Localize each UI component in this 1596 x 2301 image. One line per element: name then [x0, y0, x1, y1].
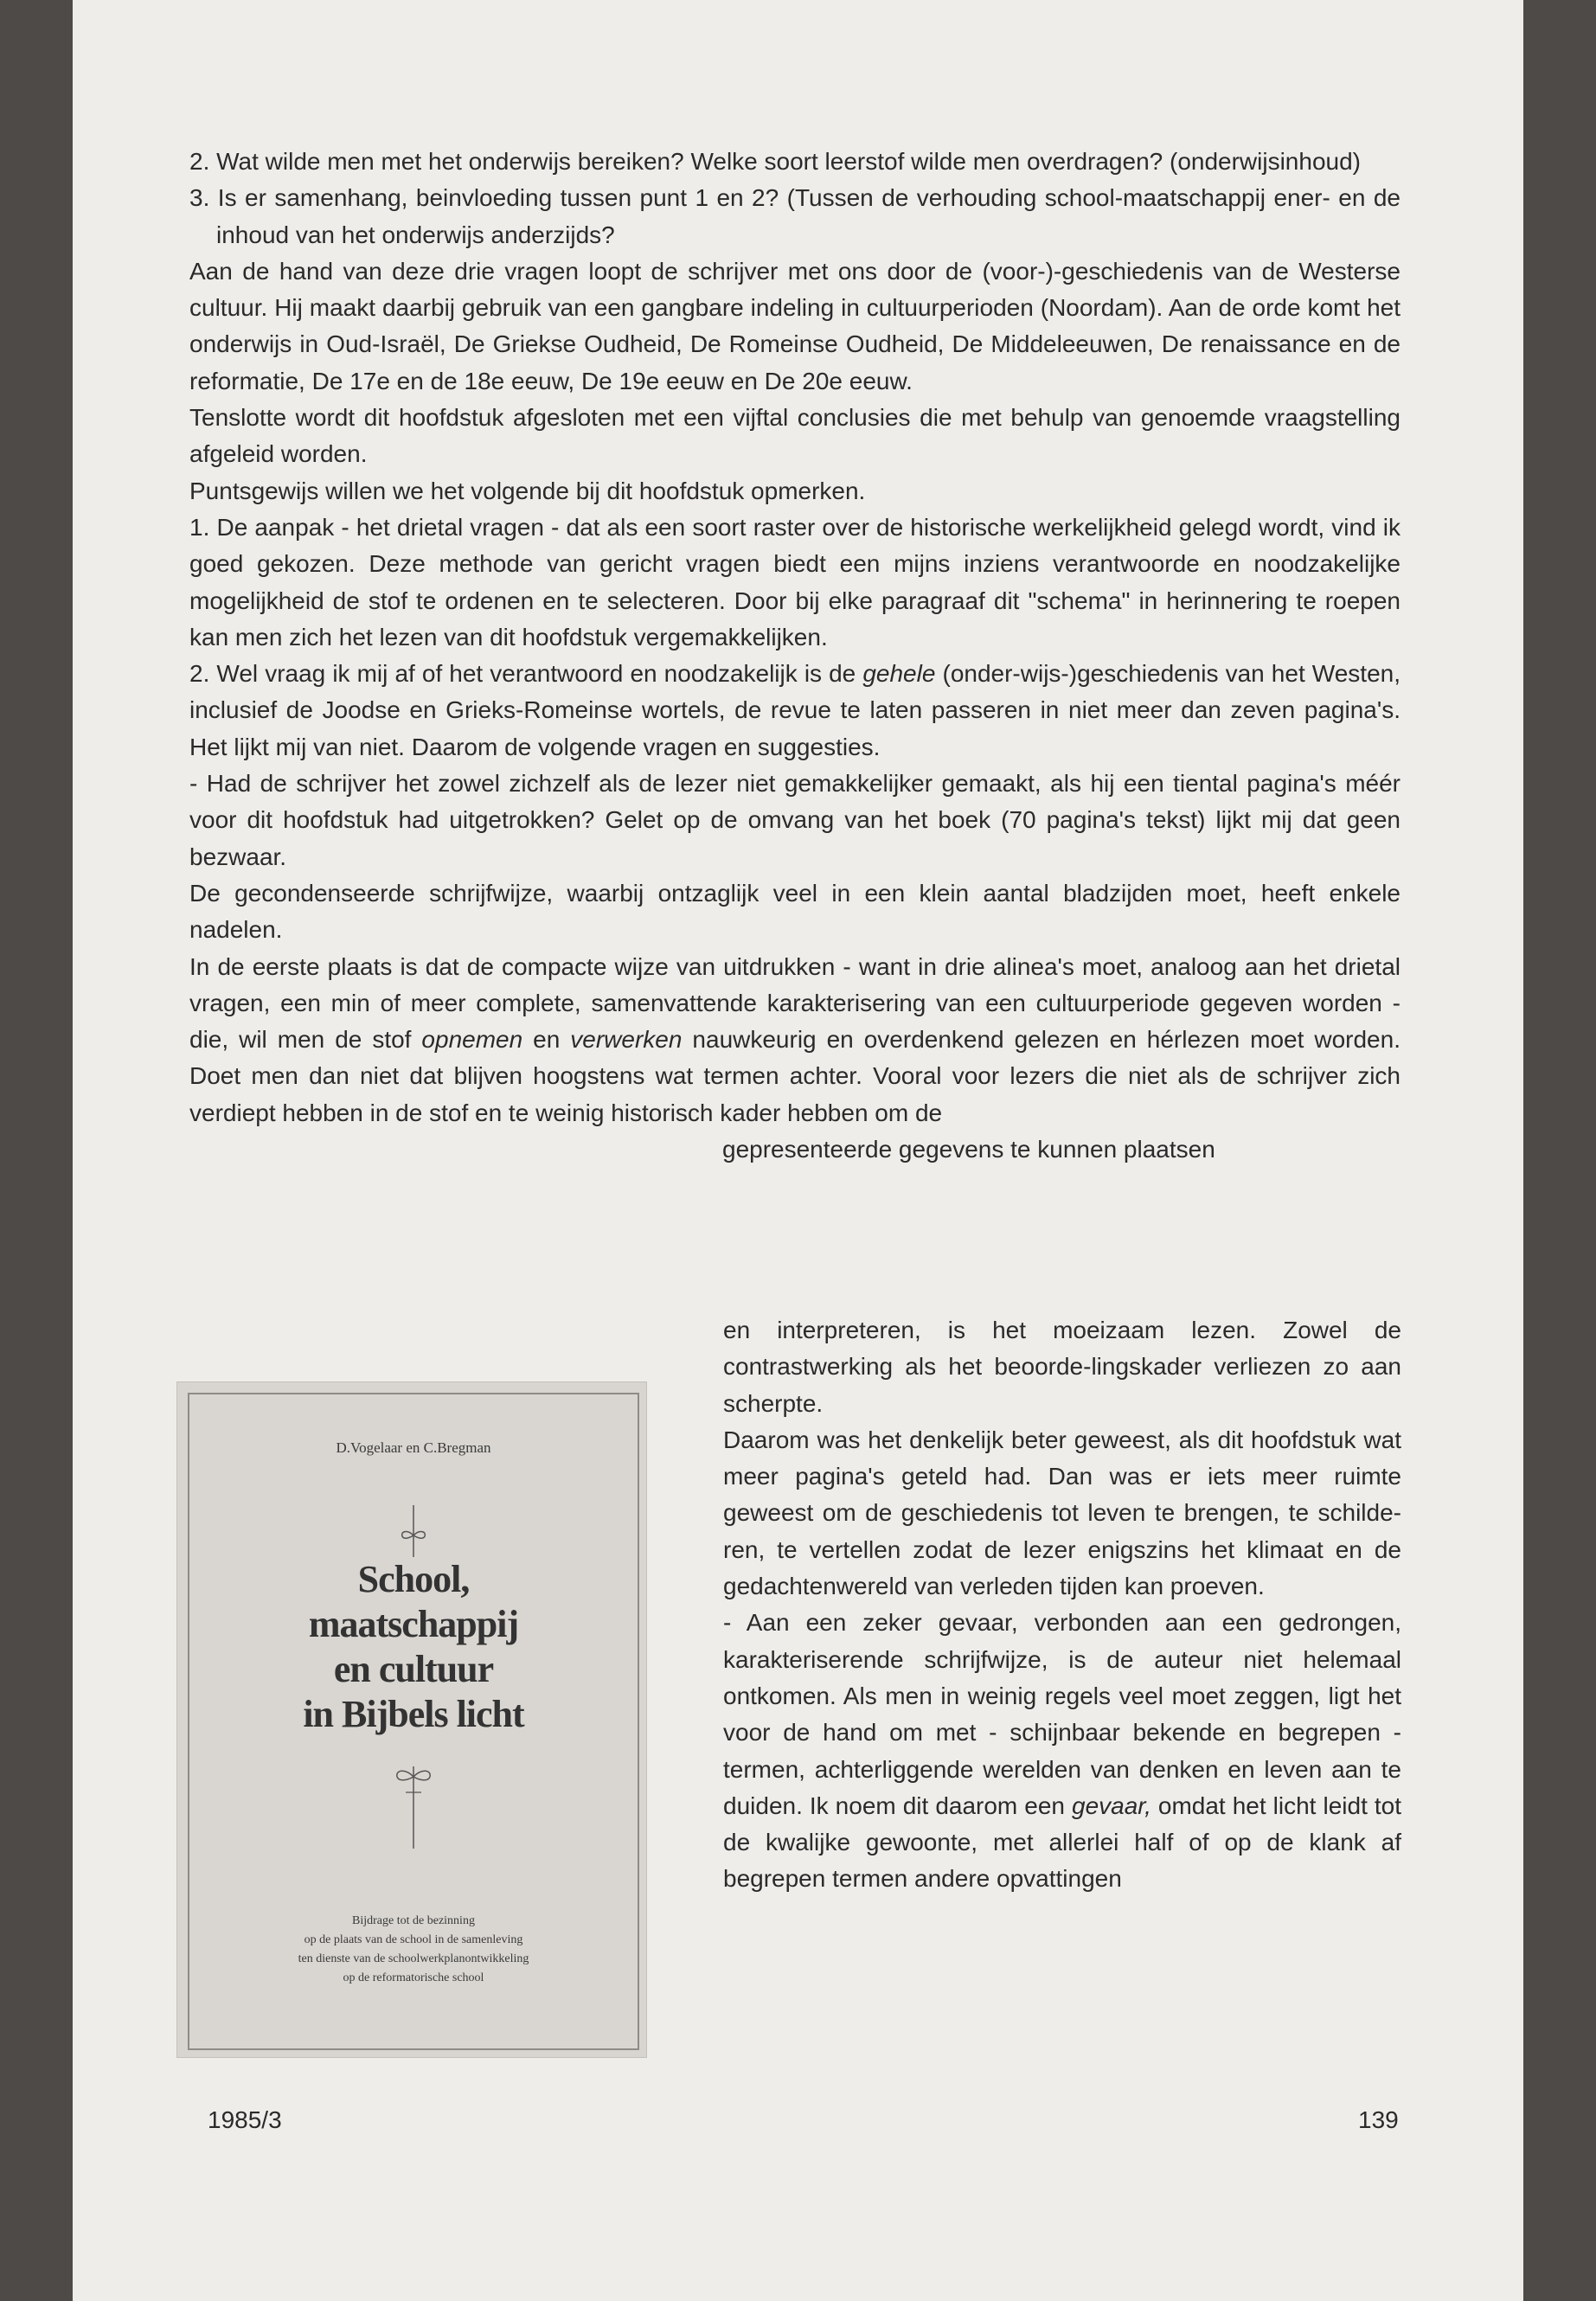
book-cover: [188, 1393, 639, 2050]
page-number: 139: [1358, 2106, 1399, 2133]
text-run: en: [522, 1026, 571, 1054]
paragraph: Daarom was het denkelijk beter geweest, als dit hoofdstuk wat meer pagina's geteld had. Dan was er iets meer ruimte geweest om de geschiedenis tot leven te brengen, te schilde-ren, te vertellen zodat de lezer enigszins het klimaat en de gedachtenwereld van verleden tijden kan proeven.: [723, 1426, 1401, 1600]
magazine-page: [73, 0, 1523, 2301]
question-2: 2. Wat wilde men met het onderwijs bereiken? Welke soort leerstof wilde men overdragen? (onderwijsinhoud): [189, 148, 1361, 175]
paragraph: [723, 1605, 1401, 1897]
paragraph: De gecondenseerde schrijfwijze, waarbij ontzaglijk veel in een klein aantal bladzijden moet, heeft enkele nadelen.: [189, 879, 1401, 944]
paragraph: Puntsgewijs willen we het volgende bij dit hoofdstuk opmerken.: [189, 477, 866, 504]
cover-title-line: in Bijbels licht: [303, 1693, 524, 1735]
emphasis: opnemen: [421, 1026, 523, 1054]
paragraph: Tenslotte wordt dit hoofdstuk afgesloten met een vijftal conclusies die met behulp van genoemde vraagstelling afgeleid worden.: [189, 404, 1401, 468]
book-cover-image: [176, 1381, 647, 2058]
paragraph: [189, 656, 1401, 766]
cover-title-line: en cultuur: [333, 1648, 494, 1690]
flourish-ornament-icon: [383, 1758, 444, 1853]
cover-subtitle-line: op de plaats van de school in de samenleving: [304, 1933, 523, 1946]
wrapped-line: gepresenteerde gegevens te kunnen plaatsen: [722, 1136, 1215, 1163]
cover-authors: D.Vogelaar en C.Bregman: [336, 1439, 491, 1456]
cover-subtitle-line: Bijdrage tot de bezinning: [352, 1914, 475, 1927]
right-column: [723, 1312, 1401, 1898]
issue-number: 1985/3: [208, 2106, 282, 2133]
cover-subtitle-line: op de reformatorische school: [343, 1971, 484, 1984]
cover-title-line: School,: [357, 1558, 470, 1600]
cover-title: [189, 1557, 638, 1737]
paragraph: en interpreteren, is het moeizaam lezen. Zowel de contrastwerking als het beoorde-lingskader verliezen zo aan scherpte.: [723, 1317, 1401, 1417]
emphasis: gevaar,: [1072, 1791, 1151, 1819]
article-body: [189, 144, 1401, 1168]
scan-left-margin: [0, 0, 73, 2301]
cover-title-line: maatschappij: [308, 1603, 519, 1645]
scan-right-margin: [1523, 0, 1596, 2301]
question-3: 3. Is er samenhang, beinvloeding tussen punt 1 en 2? (Tussen de verhouding school-maatschappij ener- en de inhoud van het onderwijs anderzijds?: [189, 184, 1401, 248]
text-run: nauwkeurig en overdenkend gelezen en hérlezen moet worden. Doet men dan niet dat blijven hoogstens wat termen achter. Vooral voor lezers die niet als de schrijver zich verdiept hebben in de stof en te weinig historisch kader hebben om de: [189, 1026, 1401, 1126]
paragraph: 1. De aanpak - het drietal vragen - dat als een soort raster over de historische werkelijkheid gelegd wordt, vind ik goed gekozen. Deze methode van gericht vragen biedt een mijns inziens verantwoorde en noodzakelijke mogelijkheid de stof te ordenen en te selecteren. Door bij elke paragraaf dit "schema" in herinnering te roepen kan men zich het lezen van dit hoofdstuk vergemakkelijken.: [189, 513, 1401, 651]
flourish-ornament-icon: [392, 1505, 435, 1557]
text-run: - Aan een zeker gevaar, verbonden aan een gedrongen, karakteriserende schrijfwijze, is de auteur niet helemaal ontkomen. Als men in weinig regels veel moet zeggen, ligt het voor de hand om met - schijnbaar bekende en begrepen - termen, achterliggende werelden van denken en leven aan te duiden. Ik noem dit daarom een: [723, 1609, 1401, 1819]
text-run: In de eerste plaats is dat de compacte wijze van uitdrukken - want in drie alinea's moet, analoog aan het drietal vragen, een min of meer complete, samenvattende karakterisering van een cultuurperiode gegeven worden - die, wil men de stof: [189, 952, 1401, 1054]
emphasis: gehele: [862, 660, 936, 688]
paragraph: - Had de schrijver het zowel zichzelf als de lezer niet gemakkelijker gemaakt, als hij een tiental pagina's méér voor dit hoofdstuk had uitgetrokken? Gelet op de omvang van het boek (70 pagina's tekst) lijkt mij dat geen bezwaar.: [189, 770, 1401, 870]
text-run: omdat het licht leidt tot de kwalijke gewoonte, met allerlei half of op de klank af begrepen termen andere opvattingen: [723, 1791, 1401, 1893]
paragraph: [189, 949, 1401, 1131]
paragraph: Aan de hand van deze drie vragen loopt de schrijver met ons door de (voor-)-geschiedenis van de Westerse cultuur. Hij maakt daarbij gebruik van een gangbare indeling in cultuurperioden (Noordam). Aan de orde komt het onderwijs in Oud-Israël, De Griekse Oudheid, De Romeinse Oudheid, De Middeleeuwen, De renaissance en de reformatie, De 17e en de 18e eeuw, De 19e eeuw en De 20e eeuw.: [189, 257, 1401, 394]
cover-subtitle: [189, 1912, 638, 1988]
text-run: (onder-wijs-)geschiedenis van het Westen, inclusief de Joodse en Grieks-Romeinse wortels, de revue te laten passeren in niet meer dan zeven pagina's. Het lijkt mij van niet. Daarom de volgende vragen en suggesties.: [189, 660, 1401, 760]
emphasis: verwerken: [570, 1026, 683, 1054]
cover-subtitle-line: ten dienste van de schoolwerkplanontwikkeling: [298, 1952, 529, 1965]
text-run: 2. Wel vraag ik mij af of het verantwoord en noodzakelijk is de: [189, 660, 863, 688]
